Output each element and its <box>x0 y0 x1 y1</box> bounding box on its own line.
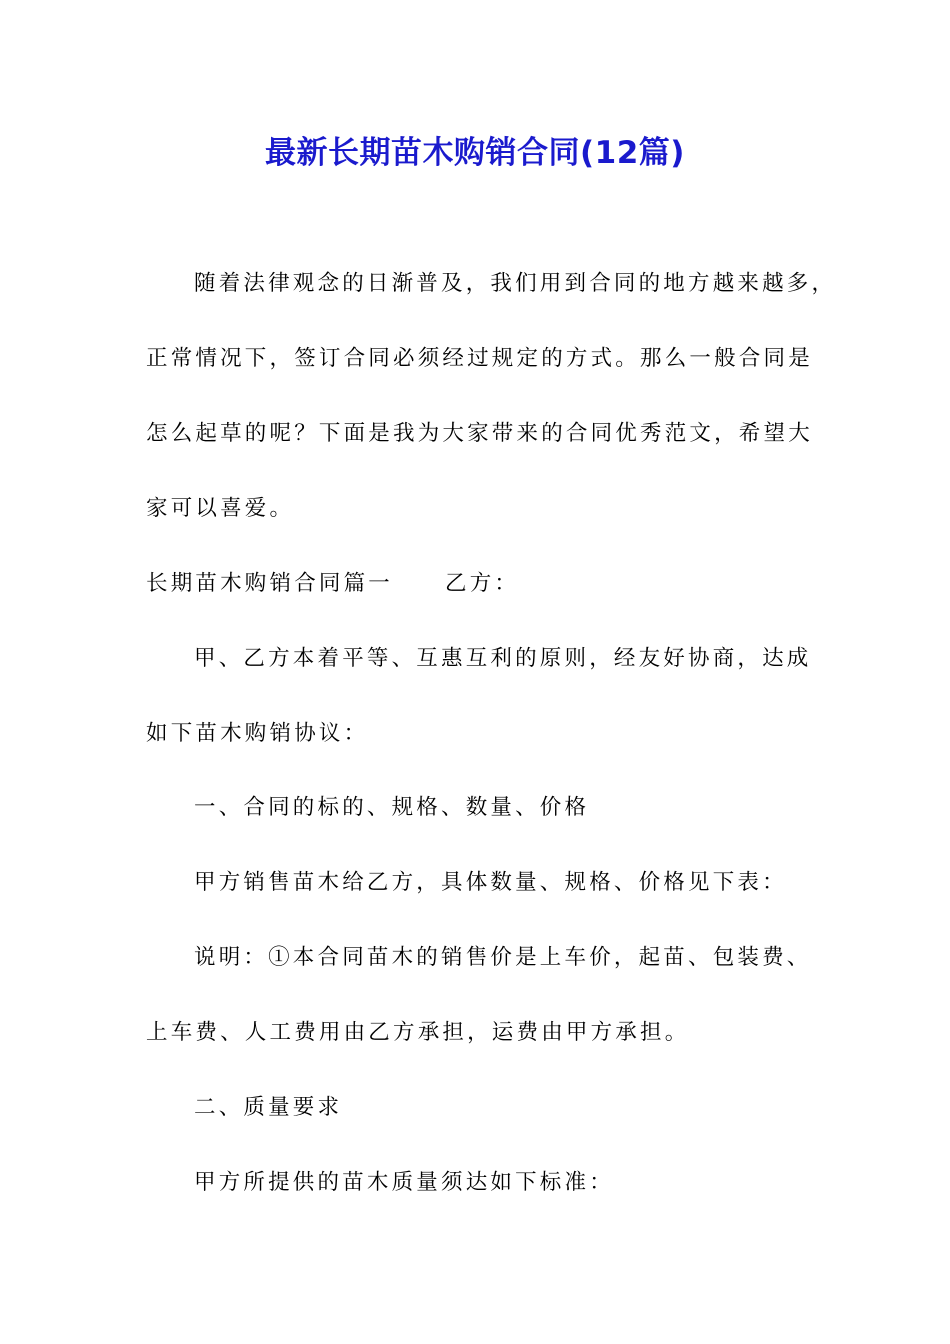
section-heading-line <box>146 564 519 604</box>
paragraph-line: 说明：①本合同苗木的销售价是上车价，起苗、包装费、 <box>194 945 812 970</box>
paragraph-line: 上车费、人工费用由乙方承担，运费由甲方承担。 <box>146 1020 690 1045</box>
paragraph-line: 家可以喜爱。 <box>146 496 295 521</box>
clause-heading: 二、质量要求 <box>194 1095 343 1120</box>
paragraph-line: 随着法律观念的日渐普及，我们用到合同的地方越来越多， <box>194 271 837 296</box>
paragraph-line: 怎么起草的呢？下面是我为大家带来的合同优秀范文，希望大 <box>146 421 813 446</box>
paragraph-line: 甲方所提供的苗木质量须达如下标准： <box>194 1170 614 1195</box>
party-b-label: 乙方： <box>445 571 520 596</box>
clause-heading: 一、合同的标的、规格、数量、价格 <box>194 795 590 820</box>
paragraph-line: 如下苗木购销协议： <box>146 721 369 746</box>
paragraph-line: 正常情况下，签订合同必须经过规定的方式。那么一般合同是 <box>146 346 813 371</box>
document-title: 最新长期苗木购销合同(12篇) <box>265 135 685 171</box>
paragraph-line: 甲、乙方本着平等、互惠互利的原则，经友好协商，达成 <box>194 646 812 671</box>
paragraph-line: 甲方销售苗木给乙方，具体数量、规格、价格见下表： <box>194 870 787 895</box>
section-heading: 长期苗木购销合同篇一 <box>146 571 394 596</box>
